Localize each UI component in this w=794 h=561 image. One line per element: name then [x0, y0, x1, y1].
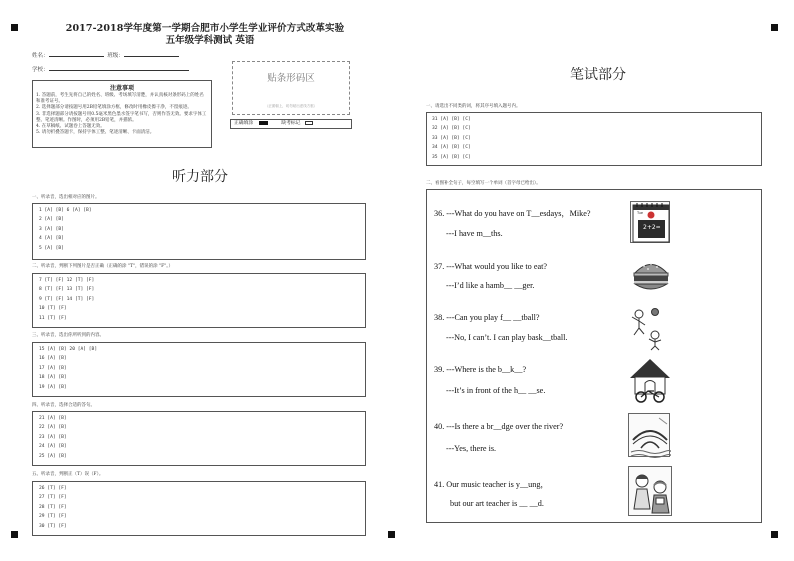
- answer-row[interactable]: 35 [A] [B] [C]: [432, 154, 471, 160]
- absent-checkbox[interactable]: [305, 121, 313, 125]
- answer-row[interactable]: 34 [A] [B] [C]: [432, 145, 471, 151]
- barcode-area: [232, 61, 350, 115]
- answer-row[interactable]: 31 [A] [B] [C]: [432, 117, 471, 122]
- calendar-math-icon: [630, 201, 670, 243]
- answer-row[interactable]: 26 [T] [F]: [39, 486, 67, 491]
- exam-title: 2017-2018学年度第一学期合肥市小学生学业评价方式改革实验: [65, 23, 345, 34]
- listening-section-3-title: 三、听录音，选出你所听到的内容。: [32, 333, 104, 338]
- question-41-line2: but our art teacher is __ __d.: [450, 499, 544, 508]
- writing-section-1-answers: [426, 112, 762, 166]
- answer-row[interactable]: 23 [A] [B]: [39, 434, 67, 440]
- barcode-label: 贴条形码区: [267, 73, 315, 84]
- calendar-day-text: Tue: [637, 211, 643, 215]
- name-label: 姓名：: [32, 53, 49, 59]
- name-field[interactable]: [32, 51, 179, 59]
- question-38-line2: ---No, I can’t. I can play bask__tball.: [446, 333, 568, 342]
- question-37-line2: ---I’d like a hamb__ __ger.: [446, 281, 535, 290]
- basketball-players-icon: [628, 306, 668, 351]
- listening-section-1-answers: [32, 203, 366, 260]
- registration-mark-bottom-left: [11, 531, 18, 538]
- answer-row[interactable]: 30 [T] [F]: [39, 523, 67, 529]
- writing-section-1-title: 一、请选出不同类的词，将其序号填入题号内。: [426, 104, 521, 109]
- answer-row[interactable]: 28 [T] [F]: [39, 504, 67, 510]
- answer-row[interactable]: 25 [A] [B]: [39, 453, 67, 459]
- listening-section-4-answers: [32, 411, 366, 466]
- listening-section-4-title: 四、听录音，选择合适的答句。: [32, 403, 95, 408]
- writing-heading: 笔试部分: [570, 67, 626, 83]
- answer-row[interactable]: 27 [T] [F]: [39, 495, 67, 501]
- bridge-icon: [628, 413, 670, 457]
- question-40-line2: ---Yes, there is.: [446, 444, 497, 453]
- answer-row[interactable]: 32 [A] [B] [C]: [432, 126, 471, 132]
- listening-section-2-title: 二、听录音，判断下列图片是否正确（正确的涂 "T"，错误的涂 "F"。）: [32, 264, 174, 269]
- notice-box: [32, 80, 212, 148]
- correct-fill-label: 正确填涂: [234, 121, 254, 126]
- school-label: 学校：: [32, 67, 49, 73]
- answer-row[interactable]: 9 [T] [F] 14 [T] [F]: [39, 296, 95, 302]
- registration-mark-top-left: [11, 24, 18, 31]
- teachers-icon: [628, 466, 672, 516]
- answer-row[interactable]: 16 [A] [B]: [39, 356, 67, 362]
- answer-row[interactable]: 4 [A] [B]: [39, 236, 64, 242]
- question-39-line2: ---It’s in front of the h__ __se.: [446, 386, 546, 395]
- question-36-line1: 36. ---What do you have on T__esdays，Mike?: [434, 209, 591, 218]
- hamburger-icon: [632, 256, 670, 294]
- notice-item: 1. 答题前，考生先将自己的姓名、班级、考场填写清楚，并认真核对条形码上的姓名和准考证号。: [36, 93, 204, 105]
- class-label: 班级：: [107, 53, 124, 59]
- question-39-line1: 39. ---Where is the b__k__?: [434, 365, 527, 374]
- house-bike-icon: [628, 356, 672, 404]
- school-field[interactable]: [32, 65, 189, 73]
- question-41-line1: 41. Our music teacher is y__ung，: [434, 480, 549, 489]
- registration-mark-top-right: [771, 24, 778, 31]
- writing-section-2-box: [426, 189, 762, 523]
- answer-row[interactable]: 21 [A] [B]: [39, 416, 67, 421]
- answer-row[interactable]: 1 [A] [B] 6 [A] [B]: [39, 208, 92, 213]
- exam-subtitle: 五年级学科测试 英语: [165, 35, 255, 46]
- listening-section-5-title: 五、听录音，判断正（T）误（F）。: [32, 472, 104, 477]
- answer-row[interactable]: 19 [A] [B]: [39, 384, 67, 390]
- answer-row[interactable]: 33 [A] [B] [C]: [432, 135, 471, 141]
- question-38-line1: 38. ---Can you play f__ __tball?: [434, 313, 540, 322]
- notice-item: 3. 非选择题部分请按题号用0.5毫米黑色墨水签字笔书写，否则作答无效。要求字体工整、笔迹清晰。作图时，必须用2B铅笔，并描浓。: [36, 111, 207, 123]
- notice-item: 5. 请勿折叠答题卡，保持字体工整、笔迹清晰、卡面清洁。: [36, 130, 155, 136]
- calendar-math-text: 2+2=: [643, 224, 661, 231]
- notice-item: 4. 在草稿纸、试题卷上答题无效。: [36, 124, 105, 130]
- fill-example: [230, 119, 352, 129]
- listening-section-2-answers: [32, 273, 366, 328]
- answer-row[interactable]: 17 [A] [B]: [39, 365, 67, 371]
- answer-row[interactable]: 3 [A] [B]: [39, 226, 64, 232]
- registration-mark-bottom-center: [388, 531, 395, 538]
- answer-row[interactable]: 10 [T] [F]: [39, 306, 67, 312]
- listening-heading: 听力部分: [172, 169, 228, 185]
- registration-mark-bottom-right: [771, 531, 778, 538]
- answer-row[interactable]: 29 [T] [F]: [39, 514, 67, 520]
- absent-mark-label: 缺考标记: [281, 121, 301, 126]
- answer-row[interactable]: 7 [T] [F] 12 [T] [F]: [39, 278, 95, 283]
- answer-row[interactable]: 5 [A] [B]: [39, 245, 64, 251]
- question-40-line1: 40. ---Is there a br__dge over the river?: [434, 422, 564, 431]
- answer-row[interactable]: 2 [A] [B]: [39, 217, 64, 223]
- notice-title: 注意事项: [109, 85, 134, 92]
- listening-section-5-answers: [32, 481, 366, 536]
- notice-item: 2. 选择题部分请按题号用2B铅笔填涂方框，修改时用橡皮擦干净，不留痕迹。: [36, 105, 192, 111]
- answer-row[interactable]: 24 [A] [B]: [39, 444, 67, 450]
- answer-row[interactable]: 18 [A] [B]: [39, 375, 67, 381]
- listening-section-3-answers: [32, 342, 366, 397]
- answer-row[interactable]: 8 [T] [F] 13 [T] [F]: [39, 287, 95, 293]
- question-36-line2: ---I have m__ths.: [446, 229, 503, 238]
- filled-mark-icon: [259, 121, 268, 125]
- writing-section-2-title: 二、看图补全句子，每空填写一个单词（首字母已给出）。: [426, 181, 541, 186]
- listening-section-1-title: 一、听录音，选出相对应的图片。: [32, 195, 100, 200]
- answer-row[interactable]: 11 [T] [F]: [39, 315, 67, 321]
- question-37-line1: 37. ---What would you like to eat?: [434, 262, 547, 271]
- barcode-note: （正面朝上，切勿贴出虚线方框）: [264, 104, 318, 108]
- answer-row[interactable]: 15 [A] [B] 20 [A] [B]: [39, 347, 98, 352]
- answer-row[interactable]: 22 [A] [B]: [39, 425, 67, 431]
